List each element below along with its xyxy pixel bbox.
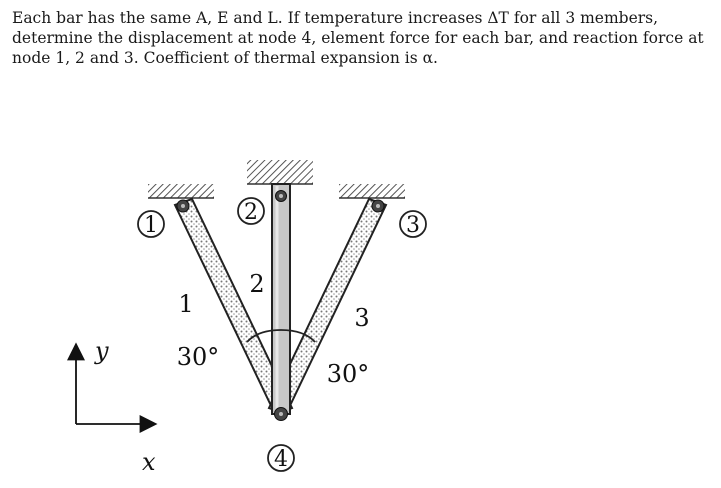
problem-line-2: determine the displacement at node 4, element force for each bar, and reaction force at bbox=[12, 29, 704, 47]
problem-line-1: Each bar has the same A, E and L. If temperature increases ΔT for all 3 members, bbox=[12, 9, 659, 27]
element-label-3: 3 bbox=[354, 304, 370, 332]
node-label-1 bbox=[138, 211, 164, 238]
angle-label-left: 30° bbox=[176, 343, 220, 371]
pin-node-3 bbox=[372, 200, 384, 212]
element-label-2: 2 bbox=[249, 270, 265, 298]
pin-node-2 bbox=[276, 191, 287, 202]
support-left bbox=[148, 184, 214, 198]
axis-label-y: y bbox=[95, 337, 109, 365]
bar-element-2 bbox=[272, 184, 290, 414]
problem-line-3: node 1, 2 and 3. Coefficient of thermal expansion is α. bbox=[12, 49, 438, 67]
angle-label-right: 30° bbox=[326, 360, 370, 388]
pin-node-1 bbox=[177, 200, 189, 212]
coordinate-axes bbox=[76, 346, 154, 424]
svg-text:4: 4 bbox=[274, 447, 288, 472]
svg-text:2: 2 bbox=[244, 200, 258, 225]
pin-node-4 bbox=[275, 408, 288, 421]
node-label-2 bbox=[238, 198, 264, 225]
node-label-4 bbox=[268, 445, 294, 472]
support-right bbox=[339, 184, 405, 198]
svg-text:1: 1 bbox=[144, 213, 158, 238]
axis-label-x: x bbox=[142, 448, 156, 476]
node-label-3 bbox=[400, 211, 426, 238]
element-label-1: 1 bbox=[178, 290, 194, 318]
support-center bbox=[247, 160, 313, 184]
svg-text:3: 3 bbox=[406, 213, 420, 238]
